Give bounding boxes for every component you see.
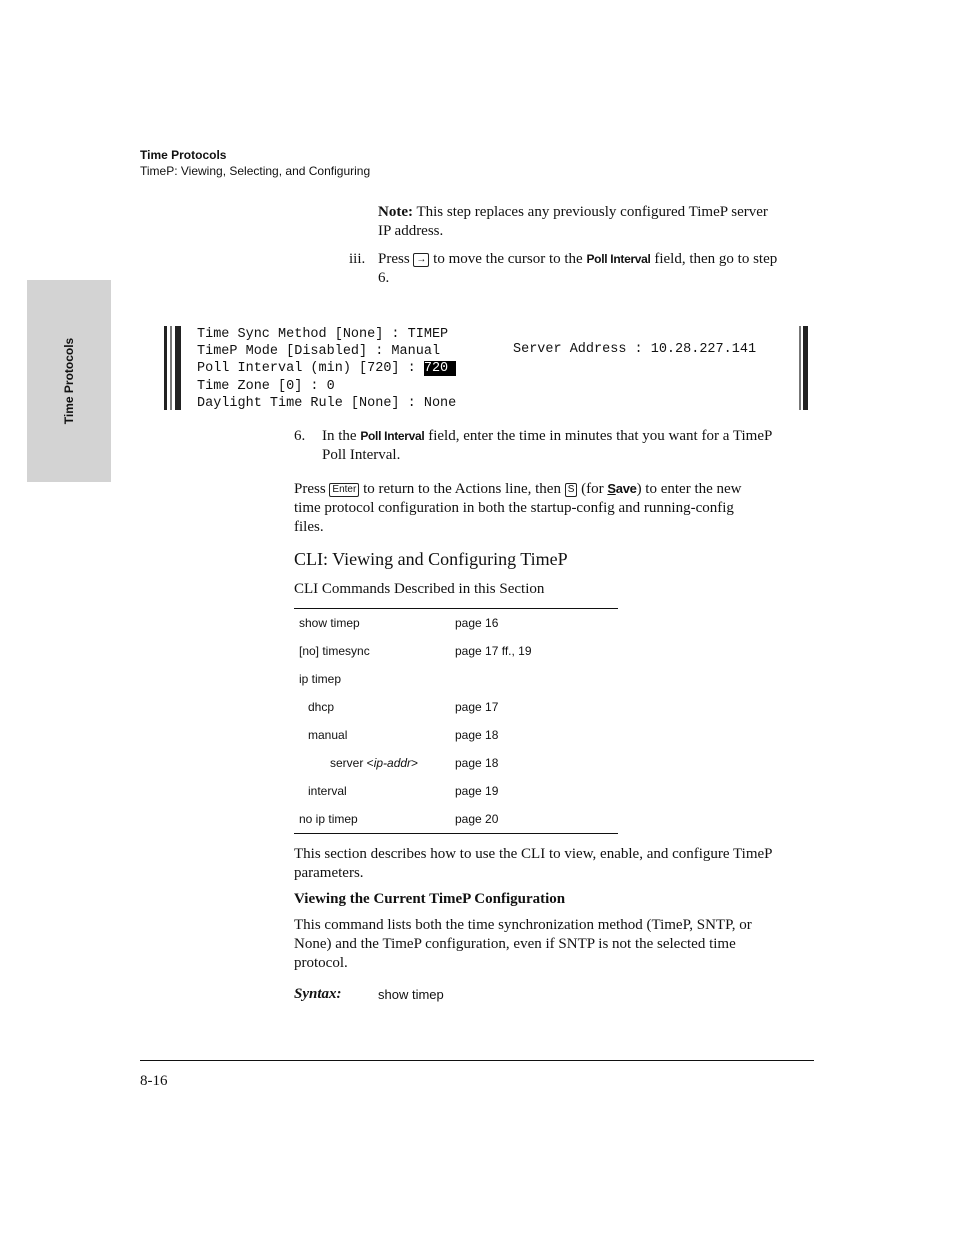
table-row [294, 665, 618, 693]
viewing-line3: protocol. [294, 955, 348, 971]
terminal-line-poll-interval: Poll Interval (min) [720] : [197, 361, 424, 377]
table-row [294, 721, 618, 749]
side-tab-label: Time Protocols [62, 337, 76, 425]
terminal-line-timep-mode: TimeP Mode [Disabled] : Manual [197, 344, 441, 360]
press-enter-after: ) to enter the new [636, 481, 742, 497]
note-text: This step replaces any previously configured TimeP server [412, 204, 768, 220]
syntax-label: Syntax: [294, 986, 342, 1002]
press-enter-paragraph [294, 479, 818, 537]
note-paragraph [378, 203, 818, 241]
table-cell-page: page 20 [455, 812, 499, 826]
step-iii-mid: to move the cursor to the [429, 251, 587, 267]
table-row [294, 693, 618, 721]
terminal-screen [162, 326, 810, 410]
table-cell-page: page 19 [455, 784, 499, 798]
press-enter-line3: files. [294, 519, 324, 535]
step-iii-after: field, then go to step [650, 251, 778, 267]
step-6-paragraph [322, 427, 818, 465]
terminal-line-time-sync: Time Sync Method [None] : TIMEP [197, 327, 449, 342]
save-action-ref [607, 481, 636, 496]
table-cell-page: page 18 [455, 756, 499, 770]
server-cmd-prefix: server < [330, 756, 374, 770]
save-rest: ave [615, 481, 637, 496]
save-hotkey-letter: S [607, 481, 616, 496]
right-arrow-key-icon: → [413, 253, 429, 267]
page-number: 8-16 [140, 1073, 168, 1089]
viewing-subheading: Viewing the Current TimeP Configuration [294, 891, 566, 907]
table-cell-command-server [330, 756, 418, 770]
step-6-text: field, enter the time in minutes that you want for a TimeP [424, 428, 773, 444]
cli-description [294, 845, 818, 883]
table-cell-command: show timep [299, 616, 360, 630]
poll-interval-field-ref: Poll Interval [586, 252, 651, 266]
step-6-marker: 6. [294, 428, 306, 444]
terminal-left-border [162, 326, 182, 410]
step-6-line2: Poll Interval. [322, 447, 401, 463]
table-cell-page: page 17 [455, 700, 499, 714]
s-key-icon: S [565, 483, 578, 497]
running-header-section: TimeP: Viewing, Selecting, and Configuring [140, 164, 371, 178]
press-enter-press: Press [294, 481, 330, 497]
press-enter-for: (for [577, 481, 608, 497]
viewing-line1: This command lists both the time synchronization method (TimeP, SNTP, or [294, 917, 752, 933]
table-row [294, 805, 618, 833]
server-cmd-suffix: > [411, 756, 419, 770]
terminal-line-daylight: Daylight Time Rule [None] : None [197, 395, 457, 411]
table-row [294, 749, 618, 777]
press-enter-line2: time protocol configuration in both the startup-config and running-config [294, 500, 734, 516]
poll-interval-field-ref: Poll Interval [360, 429, 425, 443]
table-cell-command: [no] timesync [299, 644, 370, 658]
table-cell-page: page 16 [455, 616, 499, 630]
cli-description-line1: This section describes how to use the CLI to view, enable, and configure TimeP [294, 846, 773, 862]
step-iii-paragraph [378, 250, 818, 288]
table-cell-command: ip timep [299, 672, 342, 686]
table-cell-page: page 18 [455, 728, 499, 742]
table-cell-page: page 17 ff., 19 [455, 644, 532, 658]
press-enter-mid: to return to the Actions line, then [359, 481, 565, 497]
table-caption: CLI Commands Described in this Section [294, 581, 545, 597]
terminal-server-address: Server Address : 10.28.227.141 [513, 342, 757, 357]
note-label: Note: [378, 204, 413, 220]
chapter-side-tab [27, 280, 111, 482]
table-row [294, 637, 618, 665]
table-cell-command: no ip timep [299, 812, 358, 826]
poll-interval-input[interactable]: 720 [423, 361, 457, 377]
footer-rule [140, 1060, 814, 1061]
terminal-text [197, 326, 456, 412]
step-iii-press: Press [378, 251, 414, 267]
note-text-line2: IP address. [378, 223, 444, 239]
terminal-right-border [798, 326, 818, 410]
viewing-line2: None) and the TimeP configuration, even if SNTP is not the selected time [294, 936, 736, 952]
syntax-command: show timep [378, 987, 444, 1002]
table-cell-command: dhcp [308, 700, 335, 714]
table-cell-command: interval [308, 784, 347, 798]
step-iii-marker: iii. [349, 251, 366, 267]
step-iii-line2: 6. [378, 270, 390, 286]
step-6-in-the: In the [322, 428, 361, 444]
table-cell-command: manual [308, 728, 348, 742]
server-cmd-arg: ip-addr [373, 756, 412, 770]
running-header-chapter: Time Protocols [140, 148, 227, 162]
enter-key-icon: Enter [329, 483, 359, 497]
table-row [294, 609, 618, 637]
cli-description-line2: parameters. [294, 865, 364, 881]
viewing-paragraph [294, 916, 818, 973]
cli-section-heading: CLI: Viewing and Configuring TimeP [294, 549, 568, 569]
cli-commands-table [294, 608, 618, 834]
table-row [294, 777, 618, 805]
terminal-line-time-zone: Time Zone [0] : 0 [197, 378, 335, 394]
